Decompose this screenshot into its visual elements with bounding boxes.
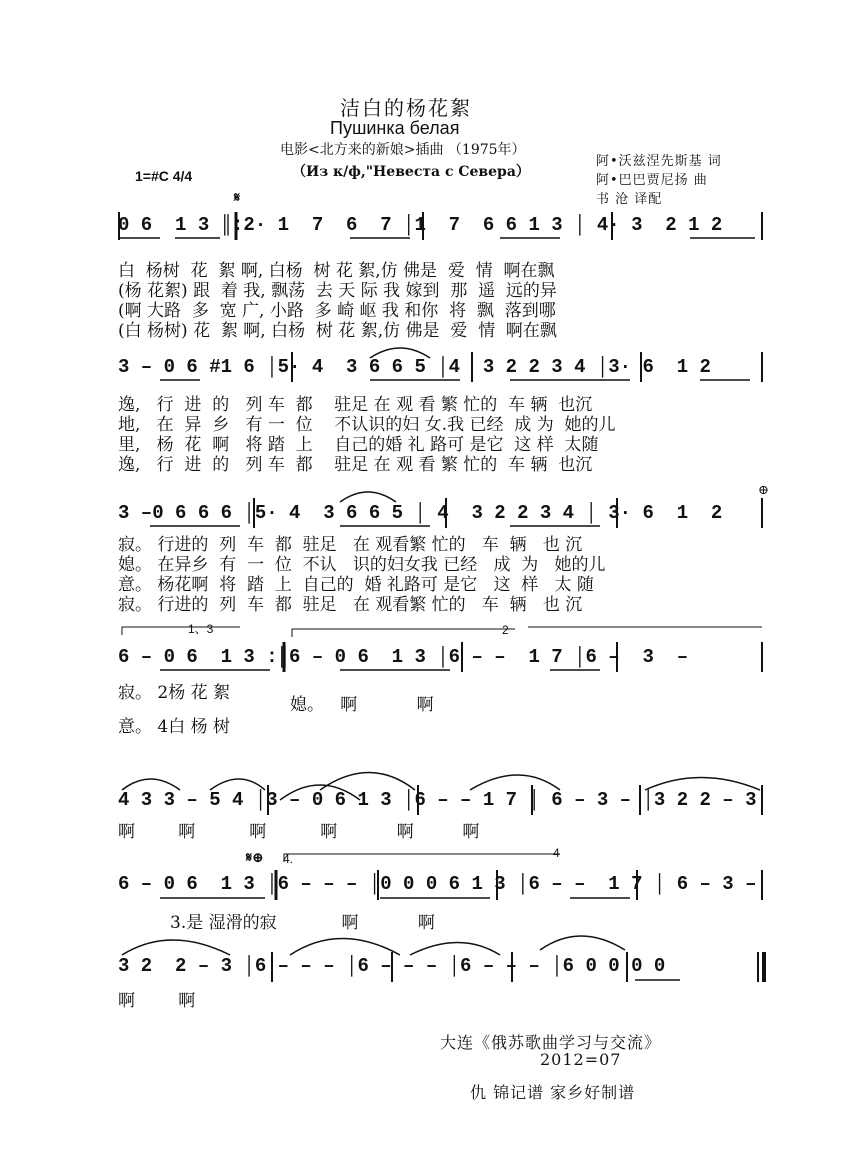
notation-line-5: 4 3 3 – 5 4 │3 – 0 6 1 3 │6 – – 1 7 │ 6 – 3 – │3 2 2 – 3 (118, 789, 757, 811)
credit-music: 阿•巴巴贾尼扬 曲 (596, 173, 708, 188)
volta-4-left: 4. (283, 852, 294, 866)
lyric-line-2-2: 地, 在 异 乡 有 一 位 不认识的妇 女.我 已经 成 为 她的儿 (118, 415, 616, 435)
lyric-line-3-3: 意。 杨花啊 将 踏 上 自己的 婚 礼路可 是它 这 样 太 随 (118, 575, 594, 595)
notation-line-1: 0 6 1 3 ║:2· 1 7 6 7 │1 7 6 6 1 3 │ 4· 3 2 1 2 (118, 214, 723, 236)
segno-coda-sign: 𝄋⊕ (246, 850, 264, 866)
credit-lyrics: 阿•沃兹涅先斯基 词 (596, 154, 722, 169)
title-russian: Пушинка белая (330, 118, 460, 138)
lyric-line-4-1: 寂。 2杨 花 絮 (118, 683, 231, 703)
lyric-line-3-4: 寂。 行进的 列 车 都 驻足 在 观看繁 忙的 车 辆 也 沉 (118, 595, 583, 615)
subtitle-chinese: 电影<北方来的新娘>插曲 （1975年） (280, 142, 526, 158)
notation-line-3: 3 –0 6 6 6 │5· 4 3 6 6 5 │ 4 3 2 2 3 4 │ 3· 6 1 2 (118, 502, 723, 524)
notation-line-4: 6 – 0 6 1 3 :║6 – 0 6 1 3 │6 – – 1 7 │6 – 3 – (118, 646, 689, 668)
segno-sign: 𝄋 (234, 190, 241, 206)
volta-4: 4 (553, 846, 560, 860)
credit-arranger: 书 沧 译配 (596, 192, 663, 207)
lyric-line-1-4: (白 杨树) 花 絮 啊, 白杨 树 花 絮,仿 佛是 爱 情 啊在飘 (118, 321, 557, 341)
lyric-line-4-1b: 媳。 啊 啊 (290, 695, 434, 715)
lyric-line-2-1: 逸, 行 进 的 列 车 都 驻足 在 观 看 繁 忙的 车 辆 也沉 (118, 395, 593, 415)
notation-line-2: 3 – 0 6 #1 6 │5· 4 3 6 6 5 │4 3 2 2 3 4 │3· 6 1 2 (118, 356, 711, 378)
lyric-line-3-2: 媳。 在异乡 有 一 位 不认 识的妇女我 已经 成 为 她的儿 (118, 555, 606, 575)
lyric-line-3-1: 寂。 行进的 列 车 都 驻足 在 观看繁 忙的 车 辆 也 沉 (118, 535, 583, 555)
subtitle-russian: （Из к/ф,"Невеста с Севера） (292, 164, 530, 180)
lyric-line-6: 3.是 湿滑的寂 啊 啊 (170, 913, 435, 933)
footer-credit: 仇 锦记谱 家乡好制谱 (470, 1083, 636, 1102)
lyric-line-2-3: 里, 杨 花 啊 将 踏 上 自己的婚 礼 路可 是它 这 样 太随 (118, 435, 599, 455)
volta-1-3: 1、3 (188, 622, 214, 636)
footer-date: 2012=07 (540, 1050, 622, 1069)
lyric-line-1-1: 白 杨树 花 絮 啊, 白杨 树 花 絮,仿 佛是 爱 情 啊在飘 (118, 261, 555, 281)
lyric-line-2-4: 逸, 行 进 的 列 车 都 驻足 在 观 看 繁 忙的 车 辆 也沉 (118, 455, 593, 475)
lyric-line-4-2: 意。 4白 杨 树 (118, 717, 231, 737)
lyric-line-1-2: (杨 花絮) 跟 着 我, 飘荡 去 天 际 我 嫁到 那 遥 远的异 (118, 281, 557, 301)
key-signature: 1=#C 4/4 (135, 168, 193, 184)
lyric-line-7: 啊 啊 (118, 991, 196, 1011)
volta-2: 2 (502, 623, 509, 637)
lyric-line-1-3: (啊 大路 多 宽 广, 小路 多 崎 岖 我 和你 将 飘 落到哪 (118, 301, 556, 321)
footer-source: 大连《俄苏歌曲学习与交流》 (440, 1033, 662, 1052)
notation-line-7: 3 2 2 – 3 │6 – – – │6 – – – │6 – – – │6 0 0 0 0 (118, 955, 666, 977)
title-chinese: 洁白的杨花絮 (340, 96, 472, 120)
lyric-line-5: 啊 啊 啊 啊 啊 啊 (118, 822, 480, 842)
notation-line-6: 6 – 0 6 1 3 │6 – – – │0 0 0 6 1 3 │6 – – 1 7 │ 6 – 3 – (118, 873, 757, 895)
coda-sign: ⊕ (758, 483, 769, 498)
